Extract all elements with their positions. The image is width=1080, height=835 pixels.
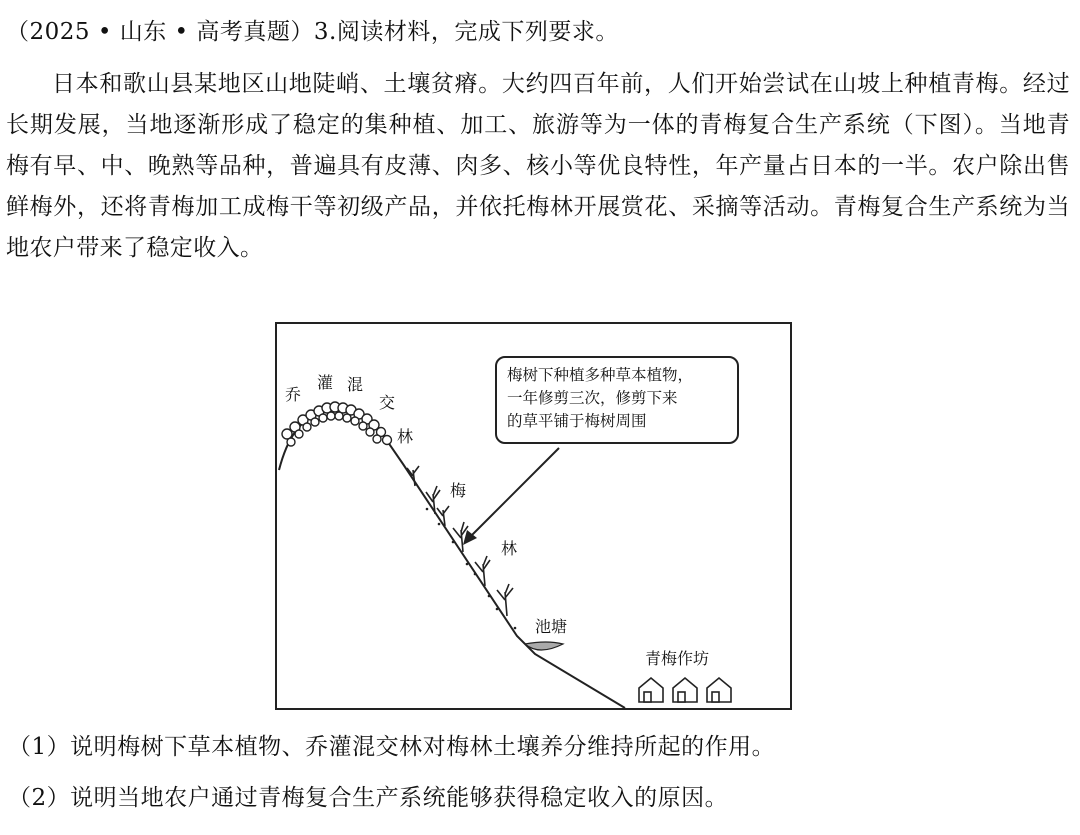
label-workshop: 青梅作坊	[645, 649, 710, 668]
callout-line: 梅树下种植多种草本植物，	[507, 366, 694, 384]
herbaceous-plants	[426, 508, 517, 630]
label-mixed-forest-1: 乔	[285, 385, 302, 404]
sub-question-1: （1）说明梅树下草本植物、乔灌混交林对梅林土壤养分维持所起的作用。	[8, 734, 776, 760]
plum-system-figure	[275, 322, 792, 710]
workshop-buildings	[639, 678, 731, 702]
question-source: （2025 • 山东 • 高考真题）3.	[6, 19, 337, 45]
label-mixed-forest-2: 灌	[317, 373, 334, 392]
label-plum-forest-1: 梅	[450, 481, 467, 500]
question-instruction: 阅读材料，完成下列要求。	[336, 19, 619, 45]
hill-outline	[279, 408, 625, 708]
sub-question-2: （2）说明当地农户通过青梅复合生产系统能够获得稳定收入的原因。	[8, 785, 729, 811]
label-mixed-forest-3: 混	[347, 375, 364, 394]
question-header	[6, 17, 619, 47]
label-plum-forest-2: 林	[501, 539, 518, 558]
mixed-forest-trees	[282, 402, 392, 446]
callout-line: 一年修剪三次，修剪下来	[507, 389, 678, 407]
callout-arrow	[471, 448, 559, 536]
callout-line: 的草平铺于梅树周围	[507, 412, 647, 430]
label-pond: 池塘	[535, 617, 568, 636]
label-mixed-forest-4: 交	[379, 393, 396, 412]
callout-box	[495, 356, 739, 444]
label-mixed-forest-5: 林	[397, 427, 414, 446]
material-paragraph: 日本和歌山县某地区山地陡峭、土壤贫瘠。大约四百年前，人们开始尝试在山坡上种植青梅。经过长期发展，当地逐渐形成了稳定的集种植、加工、旅游等为一体的青梅复合生产系统（下图）。当地青梅有早、中、晚熟等品种，普遍具有皮薄、肉多、核小等优良特性，年产量占日本的一半。农户除出售鲜梅外，还将青梅加工成梅干等初级产品，并依托梅林开展赏花、采摘等活动。青梅复合生产系统为当地农户带来了稳定收入。	[6, 71, 1070, 261]
